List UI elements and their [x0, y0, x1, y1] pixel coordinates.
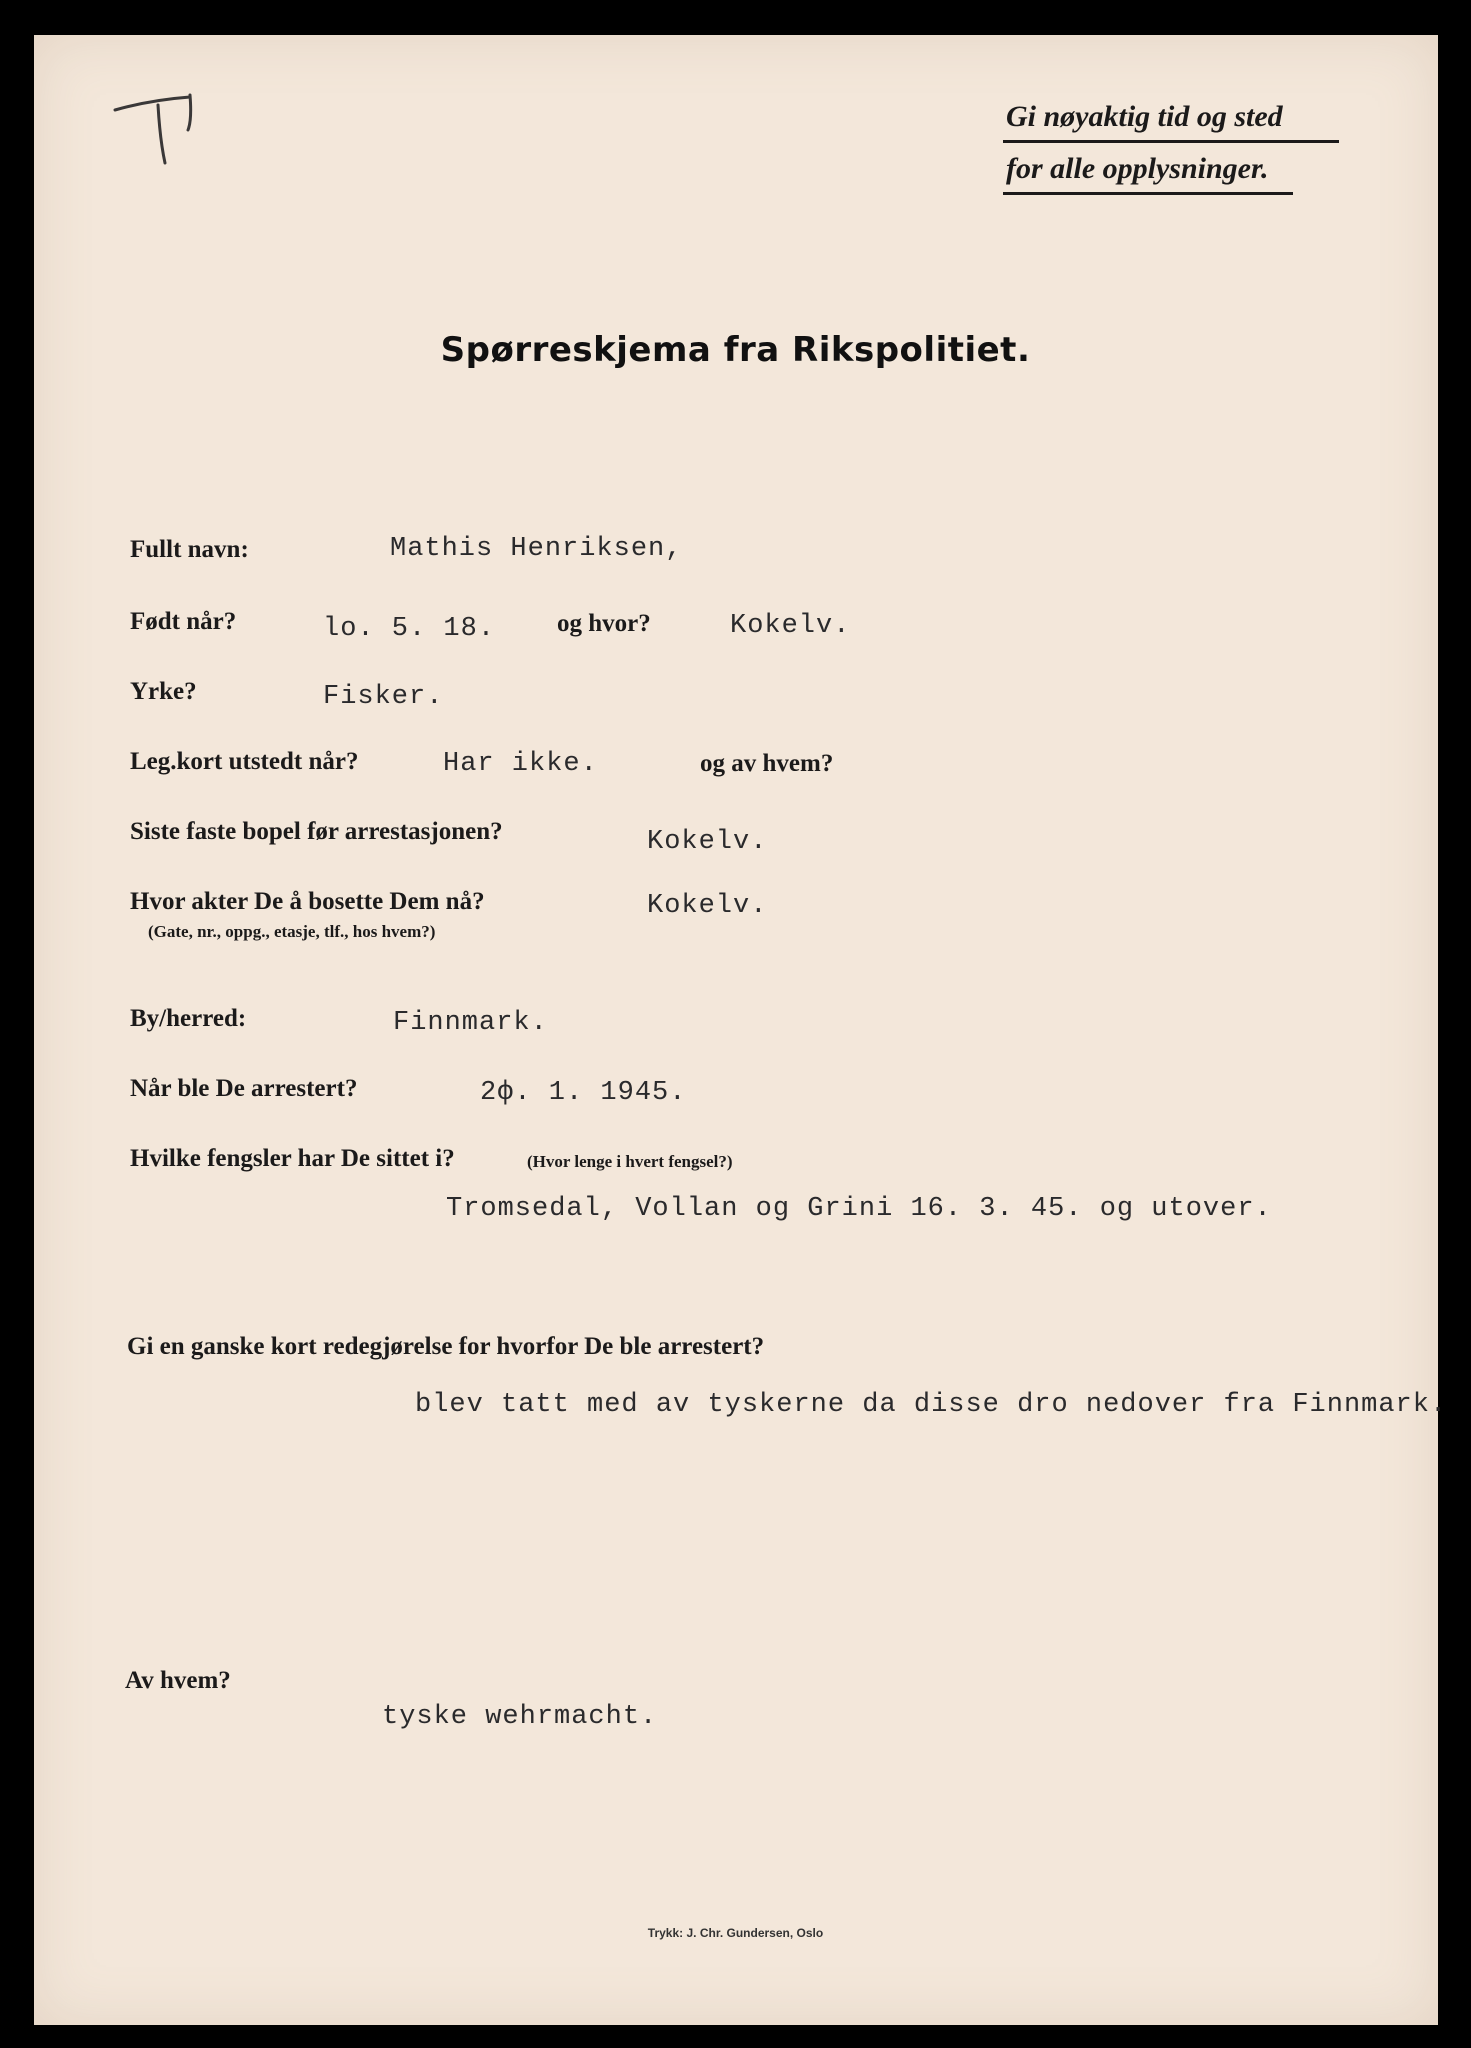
municipality-value: Finnmark. [393, 1008, 548, 1038]
form-title: Spørreskjema fra Rikspolitiet. [440, 330, 1031, 370]
notice-line-2: for alle opplysninger. [1006, 152, 1269, 185]
id-card-when-value: Har ikke. [443, 749, 598, 779]
notice-line-1: Gi nøyaktig tid og sted [1006, 100, 1283, 133]
settle-where-value: Kokelv. [647, 891, 768, 921]
reason-value: blev tatt med av tyskerne da disse dro nedover fra Finnmark. [415, 1390, 1448, 1420]
last-residence-value: Kokelv. [647, 827, 768, 857]
prisons-value: Tromsedal, Vollan og Grini 16. 3. 45. og utover. [446, 1194, 1272, 1224]
occupation-value: Fisker. [323, 682, 444, 712]
notice-rule-2 [1003, 192, 1293, 195]
printer-credit: Trykk: J. Chr. Gundersen, Oslo [647, 1926, 824, 1940]
handwritten-mark [110, 85, 220, 175]
municipality-label: By/herred: [130, 1005, 247, 1032]
born-where-value: Kokelv. [730, 611, 851, 641]
arrested-by-label: Av hvem? [125, 1667, 231, 1694]
occupation-label: Yrke? [130, 678, 197, 705]
born-when-label: Født når? [130, 608, 237, 635]
id-card-by-label: og av hvem? [700, 750, 834, 777]
prisons-note: (Hvor lenge i hvert fengsel?) [527, 1152, 733, 1171]
settle-where-label: Hvor akter De å bosette Dem nå? [130, 888, 485, 915]
arrest-date-label: Når ble De arrestert? [130, 1075, 358, 1102]
born-where-label: og hvor? [557, 610, 651, 637]
full-name-value: Mathis Henriksen, [390, 534, 683, 564]
arrested-by-value: tyske wehrmacht. [382, 1702, 658, 1732]
full-name-label: Fullt navn: [130, 536, 249, 563]
arrest-date-value: 2ф. 1. 1945. [480, 1078, 687, 1108]
id-card-when-label: Leg.kort utstedt når? [130, 748, 359, 775]
born-when-value: lo. 5. 18. [323, 614, 496, 644]
settle-where-note: (Gate, nr., oppg., etasje, tlf., hos hvem?) [148, 922, 436, 941]
notice-rule-1 [1003, 140, 1339, 143]
prisons-label: Hvilke fengsler har De sittet i? [130, 1145, 455, 1172]
reason-label: Gi en ganske kort redegjørelse for hvorfor De ble arrestert? [127, 1333, 765, 1360]
last-residence-label: Siste faste bopel før arrestasjonen? [130, 818, 503, 845]
